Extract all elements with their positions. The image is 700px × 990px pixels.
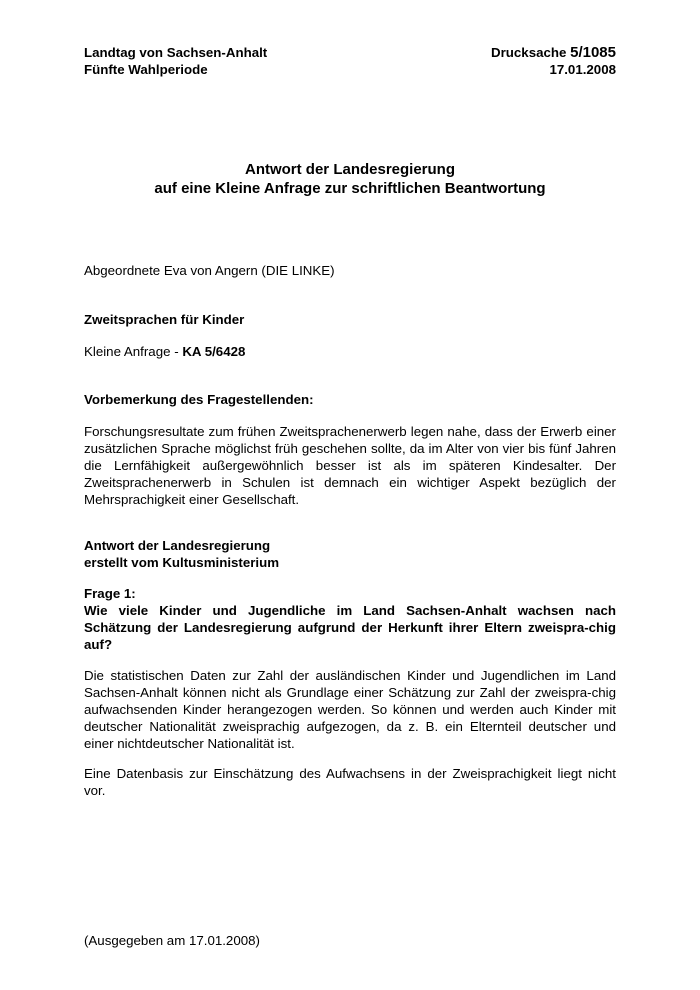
- preliminary-remark-text: Forschungsresultate zum frühen Zweitsprachenerwerb legen nahe, dass der Erwerb einer zusätzlichen Sprache möglichst früh geschehen sollte, da im Alter von vier bis fünf Jahren die Lernfähigkeit außergewöhnlich besser ist als im späteren Kindesalter. Der Zweitsprachenerwerb in Schulen ist demnach ein wichtiger Aspekt bezüglich der Mehrsprachigkeit einer Gesellschaft.: [84, 424, 616, 507]
- legislative-period: Fünfte Wahlperiode: [84, 62, 208, 77]
- answer-by-block: [84, 537, 616, 571]
- answer-1-paragraph-1: Die statistischen Daten zur Zahl der ausländischen Kinder und Jugendlichen im Land Sachsen-Anhalt können nicht als Grundlage einer Schätzung zur Zahl der zweispra-chig aufwachsenden Kinder herangezogen werden. So können und werden auch Kinder mit deutscher Nationalität zweisprachig aufgezogen, da z. B. ein Elternteil deutscher und einer nichtdeutscher Nationalität ist.: [84, 668, 616, 751]
- document-header-right: [400, 44, 616, 78]
- inquiry-subject: Zweitsprachen für Kinder: [84, 312, 245, 327]
- inquiry-prefix: Kleine Anfrage -: [84, 344, 183, 359]
- answer-by-line-2: erstellt vom Kultusministerium: [84, 555, 280, 570]
- question-1: [84, 585, 616, 653]
- issue-date-footer: (Ausgegeben am 17.01.2008): [84, 933, 260, 948]
- drucksache-label: Drucksache: [491, 45, 567, 60]
- question-1-text: Wie viele Kinder und Jugendliche im Land Sachsen-Anhalt wachsen nach Schätzung der Landesregierung aufgrund der Herkunft ihrer Eltern zweispra-chig auf?: [84, 603, 616, 652]
- title-line-2: auf eine Kleine Anfrage zur schriftlichen Beantwortung: [154, 180, 546, 197]
- question-1-label: Frage 1:: [84, 586, 136, 601]
- title-line-1: Antwort der Landesregierung: [244, 161, 456, 178]
- document-date: 17.01.2008: [549, 62, 616, 77]
- drucksache-reference: [400, 44, 616, 61]
- answer-by-line-1: Antwort der Landesregierung: [84, 538, 271, 553]
- member-of-parliament: Abgeordnete Eva von Angern (DIE LINKE): [84, 263, 335, 278]
- preliminary-remark-heading: Vorbemerkung des Fragestellenden:: [84, 392, 314, 407]
- answer-1-paragraph-2: Eine Datenbasis zur Einschätzung des Aufwachsens in der Zweisprachigkeit liegt nicht vor.: [84, 766, 616, 798]
- parliament-name: Landtag von Sachsen-Anhalt: [84, 45, 268, 60]
- inquiry-reference: [84, 343, 616, 360]
- document-title: [84, 160, 616, 198]
- document-header-left: [84, 44, 267, 78]
- inquiry-number: KA 5/6428: [182, 344, 246, 359]
- drucksache-number: 5/1085: [570, 44, 616, 61]
